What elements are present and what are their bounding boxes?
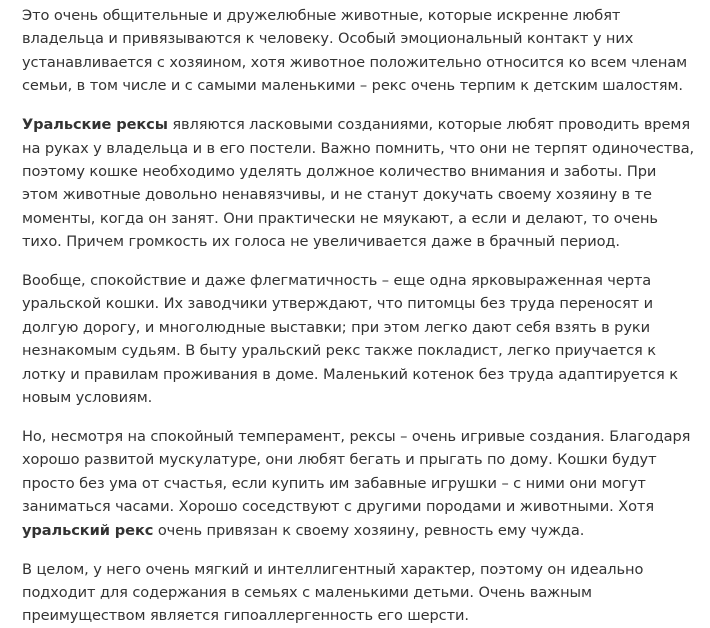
bold-lead-ural-rex: Уральские рексы bbox=[22, 116, 168, 134]
paragraph-text: Это очень общительные и дружелюбные животные, которые искренне любят владельца и привязываются к человеку. Особый эмоциональный контакт у них устанавливается с хозяином, хотя животное положительно относится ко всем членам семьи, в том числе и с самыми маленькими – рекс очень терпим к детским шалостям. bbox=[22, 7, 688, 95]
bold-ural-rex: уральский рекс bbox=[22, 521, 154, 539]
paragraph-playfulness bbox=[22, 425, 696, 542]
paragraph-affection bbox=[22, 113, 696, 253]
paragraph-calmness bbox=[22, 269, 696, 409]
paragraph-text: Вообще, спокойствие и даже флегматичность – еще одна ярковыраженная черта уральской кошки. Их заводчики утверждают, что питомцы без труда переносят и долгую дорогу, и многолюдные выставки; при этом легко дают себя взять в руки незнакомым судьям. В быту уральский рекс также покладист, легко приучается к лотку и правилам проживания в доме. Маленький котенок без труда адаптируется к новым условиям. bbox=[22, 272, 678, 407]
paragraph-text-after: очень привязан к своему хозяину, ревность ему чужда. bbox=[153, 521, 585, 539]
paragraph-text-before: Но, несмотря на спокойный темперамент, рексы – очень игривые создания. Благодаря хорошо развитой мускулатуре, они любят бегать и прыгать по дому. Кошки будут просто без ума от счастья, если купить им забавные игрушки – с ними они могут заниматься часами. Хорошо соседствуют с другими породами и животными. Хотя bbox=[22, 428, 691, 516]
paragraph-text: В целом, у него очень мягкий и интеллигентный характер, поэтому он идеально подходит для содержания в семьях с маленькими детьми. Очень важным преимуществом является гипоаллергенность его шерсти. bbox=[22, 560, 644, 625]
paragraph-temperament bbox=[22, 4, 696, 98]
paragraph-character bbox=[22, 558, 696, 628]
paragraph-text: являются ласковыми созданиями, которые любят проводить время на руках у владельца и в его постели. Важно помнить, что они не терпят одиночества, поэтому кошке необходимо уделять должное количество внимания и заботы. При этом животные довольно ненавязчивы, и не станут докучать своему хозяину в те моменты, когда он занят. Они практически не мяукают, а если и делают, то очень тихо. Причем громкость их голоса не увеличивается даже в брачный период. bbox=[22, 116, 695, 251]
